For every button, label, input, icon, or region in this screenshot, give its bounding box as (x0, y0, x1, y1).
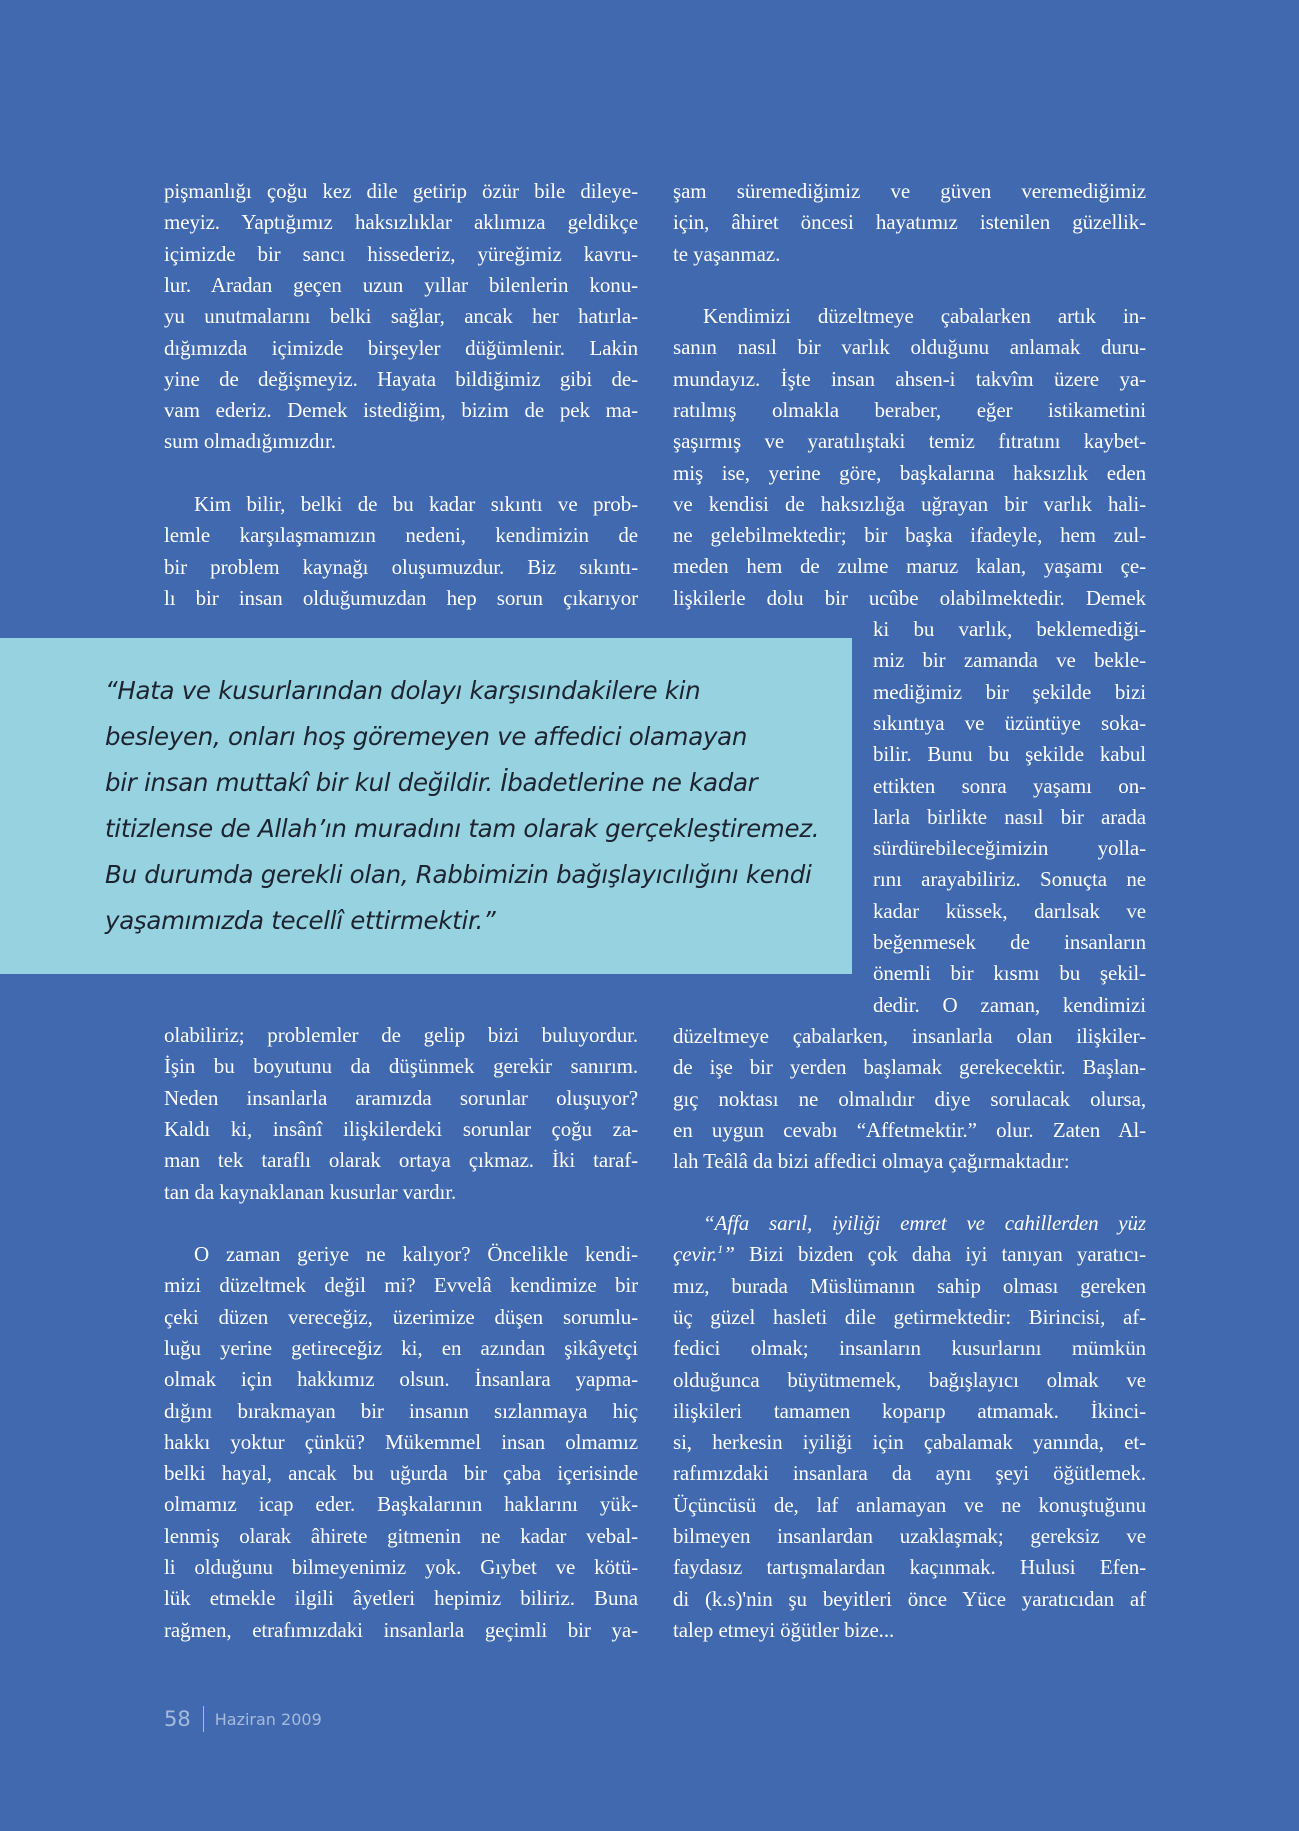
text-line: olabiliriz; problemler de gelip bizi buluyordur. (164, 1023, 638, 1047)
text-line: di (k.s)'nin şu beyitleri önce Yüce yaratıcıdan af (673, 1586, 1146, 1611)
text-line: Kendimizi düzeltmeye çabalarken artık in- (703, 304, 1146, 328)
text-line: tan da kaynaklanan kusurlar vardır. (164, 1179, 457, 1204)
text-line: yu unutmalarını belki sağlar, ancak her hatırla- (164, 304, 638, 329)
text-line: gıç noktası ne olmalıdır diye sorulacak olursa, (673, 1086, 1146, 1111)
text-line: olduğunca büyütmemek, bağışlayıcı olmak ve (673, 1367, 1146, 1392)
text-line: miz bir zamanda ve bekle- (873, 648, 1146, 673)
text-line: meyiz. Yaptığımız haksızlıklar aklımıza geldikçe (164, 210, 638, 235)
text-line: O zaman geriye ne kalıyor? Öncelikle kendi- (194, 1242, 638, 1266)
text-line: ettikten sonra yaşamı on- (873, 773, 1146, 798)
text-line: rafımızdaki insanlara da aynı şeyi öğütlemek. (673, 1461, 1146, 1486)
text-line: lenmiş olarak âhirete gitmenin ne kadar vebal- (164, 1523, 638, 1548)
text-line: si, herkesin iyiliği için çabalamak yanında, et- (673, 1430, 1146, 1455)
text-line: lemle karşılaşmamızın nedeni, kendimizin de (164, 523, 638, 548)
text-line: üç güzel hasleti dile getirmektedir: Birincisi, af- (673, 1304, 1146, 1329)
footer-divider (203, 1706, 204, 1732)
text-line: dedir. O zaman, kendimizi (873, 992, 1146, 1017)
text-line: vam ederiz. Demek istediğim, bizim de pek ma- (164, 398, 638, 423)
text-line: Kim bilir, belki de bu kadar sıkıntı ve prob- (194, 492, 638, 516)
text-fragment: Bizi bizden çok daha iyi tanıyan yaratıcı- (734, 1242, 1146, 1267)
quote-close: ” (723, 1242, 735, 1267)
text-line: dığımızda içimizde birşeyler düğümlenir. Lakin (164, 335, 638, 360)
text-line: larla birlikte nasıl bir arada (873, 804, 1146, 829)
page-footer (164, 1706, 322, 1732)
quote-text: çevir. (673, 1242, 718, 1267)
text-line: içimizde bir sancı hissederiz, yüreğimiz kavru- (164, 241, 638, 266)
text-line: faydasız tartışmalardan kaçınmak. Hulusi Efen- (673, 1555, 1146, 1580)
text-line: man tek taraflı olarak ortaya çıkmaz. İki taraf- (164, 1148, 638, 1173)
text-line: lişkilerle dolu bir ucûbe olabilmektedir. Demek (673, 585, 1146, 610)
text-line: için, âhiret öncesi hayatımız istenilen güzellik- (673, 210, 1146, 235)
text-line: şaşırmış ve yaratılıştaki temiz fıtratını kaybet- (673, 429, 1146, 454)
text-line: Üçüncüsü de, laf anlamayan ve ne konuştuğunu (673, 1492, 1146, 1517)
text-line: sanın nasıl bir varlık olduğunu anlamak duru- (673, 335, 1146, 360)
text-line: hakkı yoktur çünkü? Mükemmel insan olmamız (164, 1429, 638, 1454)
text-line: lur. Aradan geçen uzun yıllar bilenlerin konu- (164, 272, 638, 297)
text-line: luğu yerine getireceğiz ki, en azından şikâyetçi (164, 1335, 638, 1360)
text-line: düzeltmeye çabalarken, insanlarla olan ilişkiler- (673, 1023, 1146, 1048)
text-line: olmak için hakkımız olsun. İnsanlara yapma- (164, 1367, 638, 1392)
text-line: sürdürebileceğimizin yolla- (873, 836, 1146, 861)
text-line: miş ise, yerine göre, başkalarına haksızlık eden (673, 460, 1146, 485)
text-line: te yaşanmaz. (673, 241, 781, 266)
text-line (673, 1239, 1146, 1270)
text-line: ki bu varlık, beklemediği- (873, 617, 1146, 641)
text-line: ilişkileri tamamen koparıp atmamak. İkinci- (673, 1398, 1146, 1423)
text-line: İşin bu boyutunu da düşünmek gerekir sanırım. (164, 1054, 638, 1079)
text-line: beğenmesek de insanların (873, 930, 1146, 954)
text-line: mız, burada Müslümanın sahip olması gereken (673, 1273, 1146, 1298)
text-line: lük etmekle ilgili âyetleri hepimiz biliriz. Buna (164, 1586, 638, 1611)
text-line: önemli bir kısmı bu şekil- (873, 961, 1146, 986)
text-line: mundayız. İşte insan ahsen-i takvîm üzere ya- (673, 366, 1146, 391)
pull-quote-line: titizlense de Allah’ın muradını tam olarak gerçekleştiremez. (105, 814, 820, 843)
pull-quote-line: “Hata ve kusurlarından dolayı karşısındakilere kin (105, 676, 701, 705)
text-line: fedici olmak; insanların kusurlarını mümkün (673, 1336, 1146, 1361)
text-line: şam süremediğimiz ve güven veremediğimiz (673, 179, 1146, 203)
issue-date: Haziran 2009 (214, 1709, 322, 1729)
pull-quote-line: bir insan muttakî bir kul değildir. İbadetlerine ne kadar (105, 768, 758, 797)
text-line: ne gelebilmektedir; bir başka ifadeyle, hem zul- (673, 523, 1146, 548)
text-line: lah Teâlâ da bizi affedici olmaya çağırmaktadır: (673, 1149, 1070, 1174)
text-line: li olduğunu bilmeyenimiz yok. Gıybet ve kötü- (164, 1555, 638, 1579)
pull-quote-line: yaşamımızda tecellî ettirmektir.” (105, 906, 496, 935)
pull-quote-line: Bu durumda gerekli olan, Rabbimizin bağışlayıcılığını kendi (105, 860, 812, 889)
text-line: bir problem kaynağı oluşumuzdur. Biz sıkıntı- (164, 554, 638, 579)
text-line: bilmeyen insanlardan uzaklaşmak; gereksiz ve (673, 1524, 1146, 1548)
text-line: ratılmış olmakla beraber, eğer istikametini (673, 397, 1146, 422)
text-line: en uygun cevabı “Affetmektir.” olur. Zaten Al- (673, 1117, 1146, 1142)
text-line: talep etmeyi öğütler bize... (673, 1617, 895, 1642)
text-line: de işe bir yerden başlamak gerekecektir. Başlan- (673, 1055, 1146, 1080)
pull-quote-box (0, 638, 852, 974)
text-line: olmamız icap eder. Başkalarının haklarını yük- (164, 1492, 638, 1517)
text-line: belki hayal, ancak bu uğurda bir çaba içerisinde (164, 1461, 638, 1486)
text-line: Neden insanlarla aramızda sorunlar oluşuyor? (164, 1085, 638, 1110)
text-line: dığını bırakmayan bir insanın sızlanmaya hiç (164, 1398, 638, 1423)
text-line: kadar küssek, darılsak ve (873, 898, 1146, 923)
text-line: lı bir insan olduğumuzdan hep sorun çıkarıyor (164, 585, 638, 610)
text-line: Kaldı ki, insânî ilişkilerdeki sorunlar çoğu za- (164, 1116, 638, 1141)
quote-line: “Affa sarıl, iyiliği emret ve cahillerden yüz (703, 1211, 1146, 1235)
text-line: sıkıntıya ve üzüntüye soka- (873, 710, 1146, 735)
text-line: ve kendisi de haksızlığa uğrayan bir varlık hali- (673, 491, 1146, 516)
text-line: mizi düzeltmek değil mi? Evvelâ kendimize bir (164, 1273, 638, 1298)
pull-quote-line: besleyen, onları hoş göremeyen ve affedici olamayan (105, 722, 748, 751)
text-line: pişmanlığı çoğu kez dile getirip özür bile dileye- (164, 179, 638, 203)
text-line: çeki düzen vereceğiz, üzerimize düşen sorumlu- (164, 1304, 638, 1329)
text-line: rını arayabiliriz. Sonuçta ne (873, 867, 1146, 892)
text-line: meden hem de zulme maruz kalan, yaşamı çe- (673, 554, 1146, 579)
text-line: rağmen, etrafımızdaki insanlarla geçimli bir ya- (164, 1617, 638, 1642)
text-line: mediğimiz bir şekilde bizi (873, 679, 1146, 704)
text-line: sum olmadığımızdır. (164, 429, 336, 454)
text-line: bilir. Bunu bu şekilde kabul (873, 742, 1146, 767)
footnote-marker: 1 (717, 1242, 724, 1257)
page-number: 58 (164, 1707, 191, 1731)
text-line: yine de değişmeyiz. Hayata bildiğimiz gibi de- (164, 366, 638, 391)
